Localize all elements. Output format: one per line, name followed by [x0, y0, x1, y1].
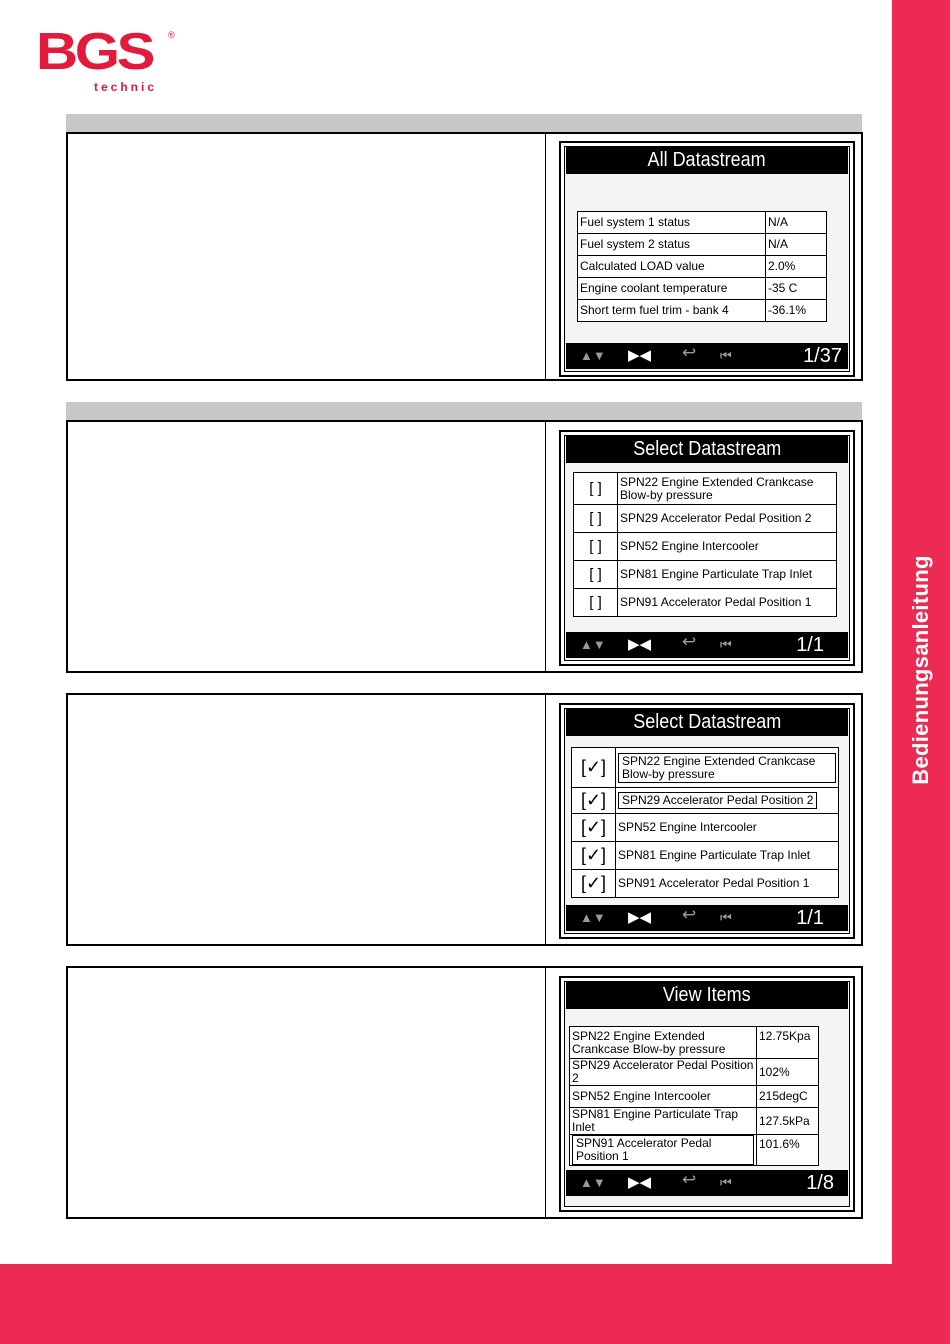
row-label: Engine coolant temperature — [578, 278, 766, 300]
row-value: -36.1% — [766, 300, 827, 322]
checkbox-checked[interactable]: [✓] — [572, 814, 616, 842]
row-value: -35 C — [766, 278, 827, 300]
row-value: 127.5kPa — [757, 1108, 819, 1135]
up-down-arrows-icon[interactable]: ▲▼ — [580, 1175, 606, 1190]
table-row[interactable] — [574, 533, 837, 561]
nav-bar — [566, 905, 848, 931]
left-right-arrows-icon[interactable]: ▶◀ — [628, 909, 652, 926]
section-header-bar — [66, 114, 862, 132]
table-row[interactable] — [578, 278, 827, 300]
view-items-table — [569, 1026, 819, 1166]
row-label: SPN29 Accelerator Pedal Position 2 — [570, 1059, 757, 1086]
row-value: 215degC — [757, 1086, 819, 1108]
up-down-arrows-icon[interactable]: ▲▼ — [580, 910, 606, 925]
row-value: 102% — [757, 1059, 819, 1086]
row-value: 2.0% — [766, 256, 827, 278]
table-row[interactable] — [570, 1108, 819, 1135]
logo-subtitle: technic — [94, 80, 158, 94]
left-right-arrows-icon[interactable]: ▶◀ — [628, 347, 652, 364]
left-right-arrows-icon[interactable]: ▶◀ — [628, 636, 652, 653]
section-divider — [545, 968, 546, 1217]
row-label: SPN91 Accelerator Pedal Position 1 — [618, 589, 837, 617]
enter-icon[interactable]: ↩ — [682, 905, 697, 924]
checkbox[interactable]: [ ] — [574, 473, 618, 505]
checkbox[interactable]: [ ] — [574, 533, 618, 561]
section-select-datastream-checked — [66, 693, 863, 946]
checkbox[interactable]: [ ] — [574, 561, 618, 589]
row-value: 12.75Kpa — [757, 1027, 819, 1059]
row-label: Fuel system 2 status — [578, 234, 766, 256]
table-row[interactable] — [578, 212, 827, 234]
table-row[interactable] — [574, 473, 837, 505]
row-label: SPN52 Engine Intercooler — [616, 814, 839, 842]
footer-band — [0, 1264, 950, 1344]
bgs-logo — [36, 23, 182, 98]
device-screen — [559, 703, 855, 939]
back-icon[interactable]: ⏮ — [720, 348, 732, 363]
page-number: 1/1 — [796, 634, 824, 656]
nav-bar — [566, 632, 848, 658]
table-row[interactable] — [570, 1086, 819, 1108]
row-label: SPN52 Engine Intercooler — [570, 1086, 757, 1108]
row-label: SPN91 Accelerator Pedal Position 1 — [616, 870, 839, 898]
row-value: N/A — [766, 234, 827, 256]
nav-bar — [566, 1170, 848, 1196]
device-screen — [559, 430, 855, 666]
enter-icon[interactable]: ↩ — [682, 343, 697, 362]
left-right-arrows-icon[interactable]: ▶◀ — [628, 1174, 652, 1191]
table-row[interactable] — [572, 788, 839, 814]
up-down-arrows-icon[interactable]: ▲▼ — [580, 637, 606, 652]
page-number: 1/8 — [806, 1172, 834, 1194]
section-header-bar — [66, 402, 862, 420]
enter-icon[interactable]: ↩ — [682, 632, 697, 651]
table-row[interactable] — [578, 234, 827, 256]
row-label: SPN29 Accelerator Pedal Position 2 — [616, 788, 839, 814]
table-row[interactable] — [574, 505, 837, 533]
row-label: SPN22 Engine Extended Crankcase Blow-by pressure — [570, 1027, 757, 1059]
back-icon[interactable]: ⏮ — [720, 910, 732, 925]
checkbox-checked[interactable]: [✓] — [572, 748, 616, 788]
table-row[interactable] — [572, 842, 839, 870]
back-icon[interactable]: ⏮ — [720, 1175, 732, 1190]
screen-title: View Items — [566, 982, 848, 1009]
row-label: Short term fuel trim - bank 4 — [578, 300, 766, 322]
page-number: 1/37 — [803, 345, 842, 367]
nav-bar — [566, 343, 848, 369]
section-divider — [545, 422, 546, 671]
row-label: SPN52 Engine Intercooler — [618, 533, 837, 561]
row-label: SPN91 Accelerator Pedal Position 1 — [570, 1135, 757, 1166]
select-table — [571, 747, 839, 898]
checkbox[interactable]: [ ] — [574, 589, 618, 617]
row-label: SPN81 Engine Particulate Trap Inlet — [616, 842, 839, 870]
checkbox-checked[interactable]: [✓] — [572, 870, 616, 898]
section-view-items — [66, 966, 863, 1219]
table-row[interactable] — [570, 1059, 819, 1086]
table-row[interactable] — [574, 561, 837, 589]
row-label: SPN22 Engine Extended Crankcase Blow-by pressure — [616, 748, 839, 788]
checkbox[interactable]: [ ] — [574, 505, 618, 533]
checkbox-checked[interactable]: [✓] — [572, 788, 616, 814]
table-row[interactable] — [570, 1027, 819, 1059]
row-label: SPN22 Engine Extended Crankcase Blow-by pressure — [618, 473, 837, 505]
screen-title: Select Datastream — [566, 436, 848, 463]
datastream-table — [577, 211, 827, 322]
screen-title: All Datastream — [566, 147, 848, 174]
page-number: 1/1 — [796, 907, 824, 929]
section-select-datastream — [66, 420, 863, 673]
table-row[interactable] — [578, 256, 827, 278]
table-row[interactable] — [574, 589, 837, 617]
enter-icon[interactable]: ↩ — [682, 1170, 697, 1189]
section-divider — [545, 695, 546, 944]
select-table — [573, 472, 837, 617]
back-icon[interactable]: ⏮ — [720, 637, 732, 652]
row-label: Fuel system 1 status — [578, 212, 766, 234]
table-row[interactable] — [572, 814, 839, 842]
screen-title: Select Datastream — [566, 709, 848, 736]
table-row[interactable] — [578, 300, 827, 322]
logo-registered-mark: ® — [168, 30, 175, 40]
table-row[interactable] — [572, 748, 839, 788]
up-down-arrows-icon[interactable]: ▲▼ — [580, 348, 606, 363]
device-screen — [559, 141, 855, 377]
section-divider — [545, 134, 546, 379]
sidebar-label: Bedienungsanleitung — [908, 555, 933, 785]
logo-letters: BGS — [36, 23, 153, 81]
section-all-datastream — [66, 132, 863, 381]
checkbox-checked[interactable]: [✓] — [572, 842, 616, 870]
device-screen — [559, 976, 855, 1212]
row-value: 101.6% — [757, 1135, 819, 1166]
row-value: N/A — [766, 212, 827, 234]
row-label: Calculated LOAD value — [578, 256, 766, 278]
table-row[interactable] — [572, 870, 839, 898]
row-label: SPN29 Accelerator Pedal Position 2 — [618, 505, 837, 533]
table-row[interactable] — [570, 1135, 819, 1166]
row-label: SPN81 Engine Particulate Trap Inlet — [570, 1108, 757, 1135]
row-label: SPN81 Engine Particulate Trap Inlet — [618, 561, 837, 589]
